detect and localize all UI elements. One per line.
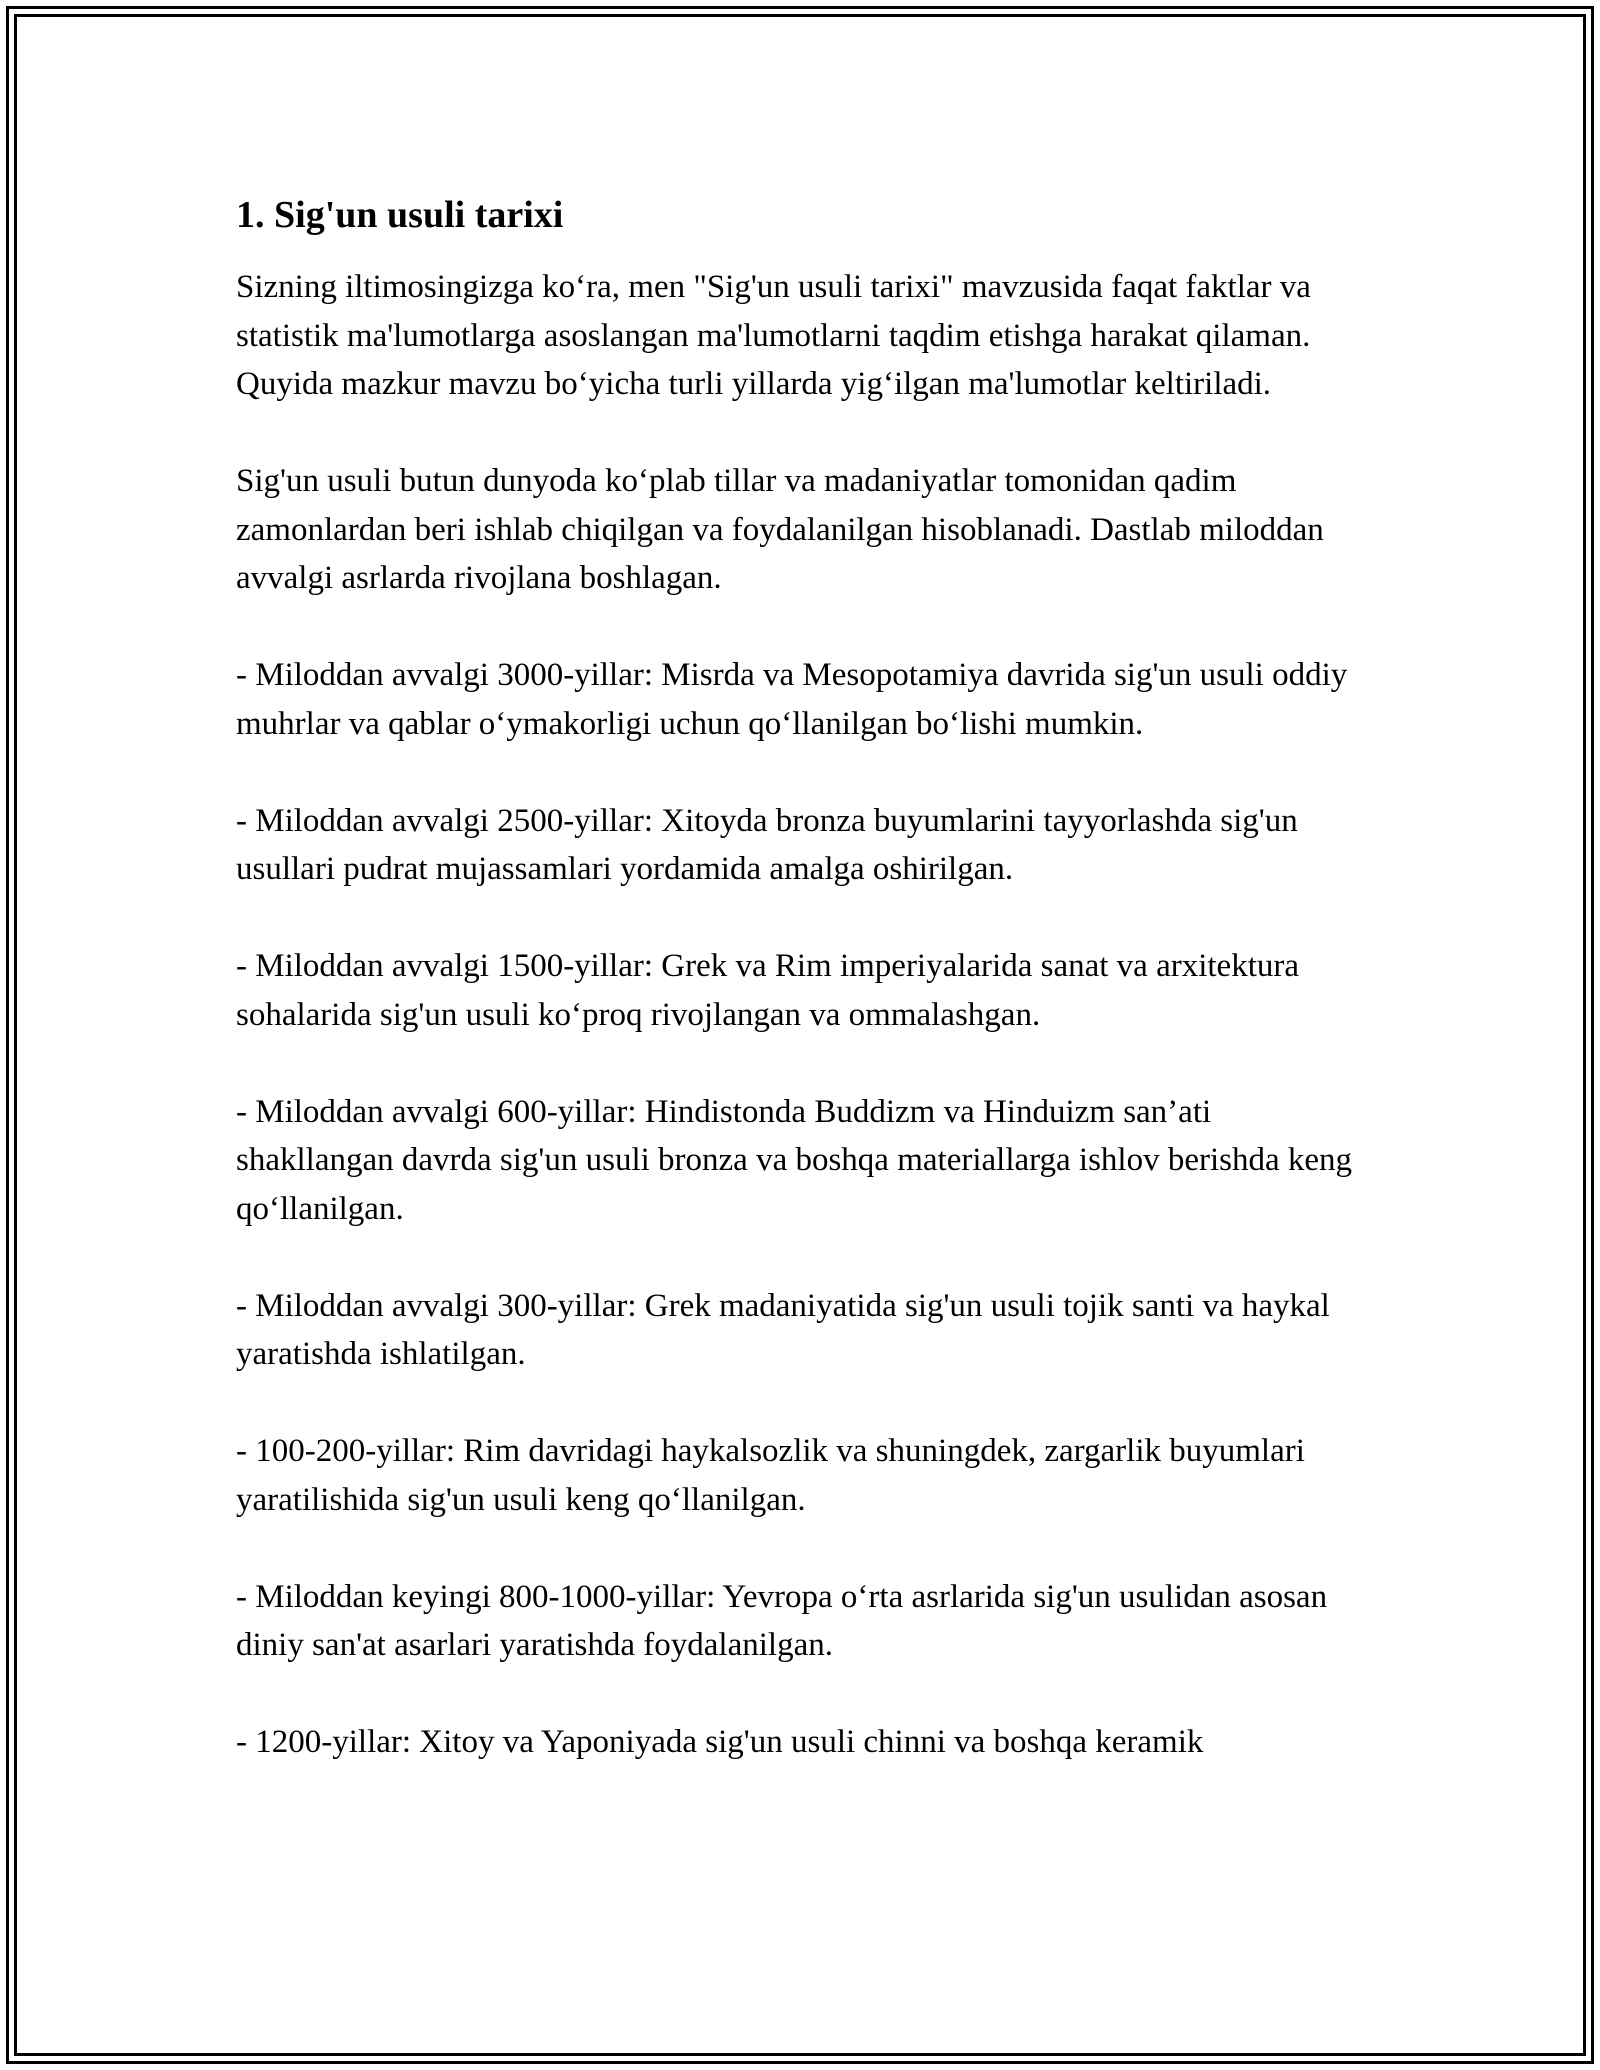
timeline-item-1500bc: - Miloddan avvalgi 1500-yillar: Grek va Rim imperiyalarida sanat va arxitektura sohalarida sig'un usuli ko‘proq rivojlangan va ommalashgan. <box>236 948 1299 1033</box>
timeline-item-2500bc: - Miloddan avvalgi 2500-yillar: Xitoyda bronza buyumlarini tayyorlashda sig'un usullari pudrat mujassamlari yordamida amalga oshirilgan. <box>236 802 1298 887</box>
timeline-item-300bc: - Miloddan avvalgi 300-yillar: Grek madaniyatida sig'un usuli tojik santi va haykal yaratishda ishlatilgan. <box>236 1287 1330 1372</box>
timeline-item-600bc: - Miloddan avvalgi 600-yillar: Hindistonda Buddizm va Hinduizm san’ati shakllangan davrda sig'un usuli bronza va boshqa materiallarga ishlov berishda keng qo‘llanilgan. <box>236 1093 1353 1227</box>
timeline-item-100-200: - 100-200-yillar: Rim davridagi haykalsozlik va shuningdek, zargarlik buyumlari yaratilishida sig'un usuli keng qo‘llanilgan. <box>236 1433 1305 1518</box>
timeline-item-3000bc: - Miloddan avvalgi 3000-yillar: Misrda va Mesopotamiya davrida sig'un usuli oddiy muhrlar va qablar o‘ymakorligi uchun qo‘llanilgan bo‘lishi mumkin. <box>236 657 1348 742</box>
timeline-item-1200: - 1200-yillar: Xitoy va Yaponiyada sig'un usuli chinni va boshqa keramik <box>236 1724 1204 1760</box>
section-title: 1. Sig'un usuli tarixi <box>236 194 564 236</box>
paragraph-overview: Sig'un usuli butun dunyoda ko‘plab tillar va madaniyatlar tomonidan qadim zamonlardan beri ishlab chiqilgan va foydalanilgan hisoblanadi. Dastlab miloddan avvalgi asrlarda rivojlana boshlagan. <box>236 463 1324 596</box>
document-body <box>236 183 1366 1767</box>
paragraph-intro: Sizning iltimosingizga ko‘ra, men "Sig'un usuli tarixi" mavzusida faqat faktlar va statistik ma'lumotlarga asoslangan ma'lumotlarni taqdim etishga harakat qilaman. Quyida mazkur mavzu bo‘yicha turli yillarda yig‘ilgan ma'lumotlar keltiriladi. <box>236 269 1311 402</box>
timeline-item-800-1000: - Miloddan keyingi 800-1000-yillar: Yevropa o‘rta asrlarida sig'un usulidan asosan diniy san'at asarlari yaratishda foydalanilgan. <box>236 1578 1328 1663</box>
